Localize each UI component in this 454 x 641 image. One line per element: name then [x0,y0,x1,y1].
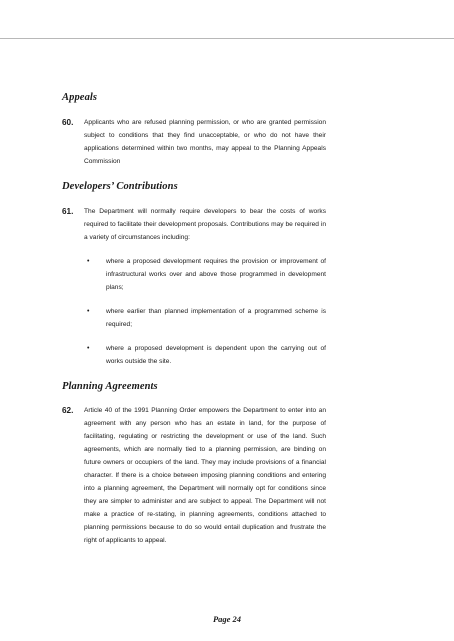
page-number: Page 24 [212,614,242,624]
header-rule [0,38,454,39]
paragraph-text: Applicants who are refused planning permission, or who are granted permission subject to conditions that they find unacceptable, or who do not have their applications determined within two months, may appeal to the Planning Appeals Commission [84,119,326,165]
paragraph-60 [62,116,326,168]
document-body [62,92,326,547]
heading-developers-contributions: Developers’ Contributions [62,181,178,192]
bullet-icon: • [87,258,90,265]
heading-planning-agreements: Planning Agreements [62,381,158,392]
list-item [84,342,326,368]
paragraph-number: 62. [62,406,74,415]
paragraph-61 [62,205,326,244]
list-item [84,305,326,331]
paragraph-text: The Department will normally require developers to bear the costs of works required to facilitate their development proposals. Contributions may be required in a variety of circumstances including: [84,208,326,241]
paragraph-number: 60. [62,118,74,127]
paragraph-text: Article 40 of the 1991 Planning Order empowers the Department to enter into an agreement with any person who has an estate in land, for the purpose of facilitating, regulating or restricting the development or use of the land. Such agreements, which are normally tied to a planning permission, are binding on future owners or occupiers of the land. They may include provisions of a financial character. If there is a choice between imposing planning conditions and entering into a planning agreement, the Department will normally opt for conditions since they are simpler to administer and are subject to appeal. The Department will not make a practice of re-stating, in planning agreements, conditions attached to planning permissions because to do so would entail duplication and frustrate the right of applicants to appeal. [84,407,326,544]
bullet-list [84,255,326,368]
paragraph-number: 61. [62,207,74,216]
list-item-text: where earlier than planned implementation of a programmed scheme is required; [106,308,326,328]
list-item-text: where a proposed development is dependent upon the carrying out of works outside the site. [106,345,326,365]
list-item [84,255,326,294]
paragraph-62 [62,404,326,547]
heading-appeals: Appeals [62,92,98,103]
bullet-icon: • [87,345,90,352]
list-item-text: where a proposed development requires the provision or improvement of infrastructural works over and above those programmed in development plans; [106,258,326,291]
bullet-icon: • [87,308,90,315]
